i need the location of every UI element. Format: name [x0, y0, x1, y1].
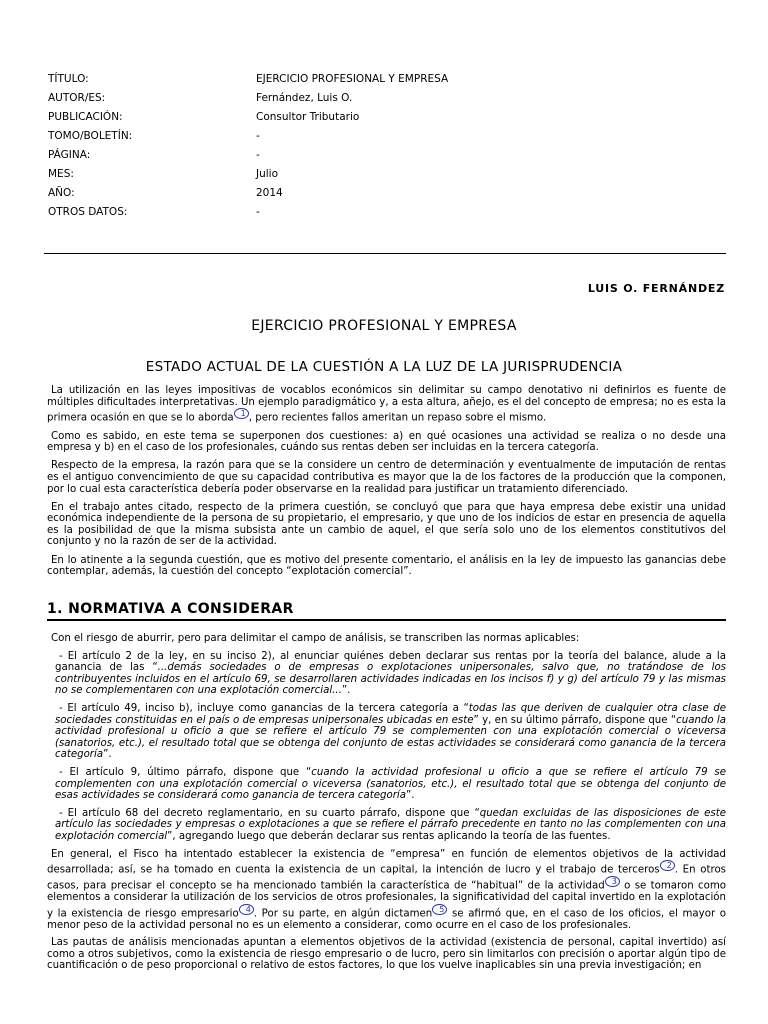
meta-value: -	[256, 130, 260, 142]
list-item	[47, 703, 726, 761]
section-heading: 1. NORMATIVA A CONSIDERAR	[47, 601, 726, 621]
meta-label: TÍTULO:	[48, 73, 89, 85]
item-text: - El artículo 2 de la ley, en su inciso 2), al enunciar quiénes deben declarar sus rentas por la teoría del balance, alude a la ganancia de las “	[55, 650, 726, 674]
paragraph-text: . En otros casos, para precisar el concepto se ha mencionado también la característica de “habitual” de la actividad	[47, 864, 726, 892]
divider	[44, 253, 726, 254]
paragraph: Las pautas de análisis mencionadas apuntan a elementos objetivos de la actividad (existencia de personal, capital invertido) así como a otros subjetivos, como la existencia de riesgo empresario o de lucro, pero sin limitarlos con precisión o aportar algún tipo de cuantificación o de peso proporcional o relativo de estos factores, lo que los vuelve inaplicables sin una previa investigación; en	[47, 937, 726, 972]
meta-value: Consultor Tributario	[256, 111, 360, 123]
item-text: ” y, en su último párrafo, dispone que “	[473, 714, 677, 726]
list-item	[47, 808, 726, 843]
item-text: - El artículo 49, inciso b), incluye como ganancias de la tercera categoría a “	[59, 702, 469, 714]
document-subtitle: ESTADO ACTUAL DE LA CUESTIÓN A LA LUZ DE LA JURISPRUDENCIA	[145, 359, 623, 375]
item-text: - El artículo 9, último párrafo, dispone que “	[59, 766, 312, 778]
meta-row-volume	[48, 127, 728, 146]
meta-value: -	[256, 206, 260, 218]
quote-text: ...demás sociedades o de empresas o explotaciones unipersonales, salvo que, no tratándose de los contribuyentes incluidos en el artículo 69, se desarrollaren actividades indicadas en los incisos f) y g) del artículo 79 y las mismas no se complementaren con una explotación comercial...	[55, 662, 726, 697]
paragraph: Como es sabido, en este tema se superponen dos cuestiones: a) en qué ocasiones una actividad se realiza o no desde una empresa y b) en el caso de los profesionales, cuándo sus rentas deben ser incluidas en la tercera categoría.	[47, 430, 726, 454]
paragraph	[47, 385, 726, 424]
paragraph-text: , pero recientes fallos ameritan un repaso sobre el mismo.	[248, 412, 547, 424]
meta-label: TOMO/BOLETÍN:	[48, 130, 133, 142]
meta-row-year	[48, 184, 728, 203]
author-name: LUIS O. FERNÁNDEZ	[587, 282, 725, 295]
quote-text: todas las que deriven de cualquier otra clase de sociedades constituidas en el país o de empresas unipersonales ubicadas en este	[55, 702, 727, 726]
meta-row-author	[48, 89, 728, 108]
item-text: ”.	[103, 749, 112, 761]
paragraph	[47, 849, 726, 932]
footnote-link-3[interactable]: 3	[605, 876, 620, 887]
footnote-link-4[interactable]: 4	[239, 904, 254, 915]
meta-value: -	[256, 149, 260, 161]
meta-row-month	[48, 165, 728, 184]
meta-value: 2014	[256, 187, 283, 199]
paragraph: En lo atinente a la segunda cuestión, que es motivo del presente comentario, el análisis en la ley de impuesto las ganancias debe contemplar, además, la cuestión del concepto “explotación comercial”.	[47, 554, 726, 578]
quote-text: cuando la actividad profesional u oficio a que se refiere el artículo 79 se complementen con una explotación comercial o viceversa (sanatorios, etc.), el resultado total que se obtenga del conjunto de estas actividades se considerará como ganancia de la tercera categoría	[55, 714, 727, 761]
meta-label: MES:	[48, 168, 74, 180]
metadata-table	[48, 70, 728, 222]
footnote-link-1[interactable]: 1	[234, 408, 249, 419]
section-lead: Con el riesgo de aburrir, pero para delimitar el campo de análisis, se transcriben las normas aplicables:	[51, 633, 580, 644]
item-text: ”.	[406, 790, 415, 802]
paragraph-text: La utilización en las leyes impositivas de vocablos económicos sin delimitar su campo denotativo ni definirlos es fuente de múltiples dificultades interpretativas. Un ejemplo paradigmático y, a esta altura, añejo, es el del concepto de empresa; no es esta la primera ocasión en que se lo aborda	[47, 385, 726, 424]
section-body	[47, 633, 726, 978]
item-text: - El artículo 68 del decreto reglamentario, en su cuarto párrafo, dispone que “	[59, 807, 480, 819]
footnote-link-2[interactable]: 2	[660, 860, 675, 871]
list-item	[47, 651, 726, 697]
paragraph: Respecto de la empresa, la razón para que se la considere un centro de determinación y eventualmente de imputación de rentas es el antiguo convencimiento de que su capacidad contributiva es mayor que la de los factores de la producción que la componen, por lo cual esta característica debería poder observarse en la realidad para justificar un tratamiento diferenciado.	[47, 460, 726, 495]
item-text: ”.	[341, 685, 351, 697]
quote-text: cuando la actividad profesional u oficio a que se refiere el artículo 79 se complementen con una explotación comercial o viceversa (sanatorios, etc.), el resultado total que se obtenga del conjunto de esas actividades se considerará como ganancia de tercera categoría	[55, 766, 727, 802]
meta-row-page	[48, 146, 728, 165]
paragraph-text: o se tomaron como elementos a considerar la utilización de los servicios de otros profesionales, la significatividad del capital invertido en la explotación y la existencia de riesgo empresario	[47, 880, 726, 920]
meta-label: AUTOR/ES:	[48, 92, 106, 104]
meta-row-publication	[48, 108, 728, 127]
paragraph-text: . Por su parte, en algún dictamen	[253, 908, 433, 920]
meta-value: Julio	[256, 168, 279, 180]
meta-label: AÑO:	[48, 187, 75, 199]
quote-text: quedan excluidas de las disposiciones de este artículo las sociedades y empresas o explotaciones a que se refiere el párrafo precedente en tanto no las complementen con una explotación comercial	[55, 807, 726, 842]
document-title: EJERCICIO PROFESIONAL Y EMPRESA	[251, 318, 517, 334]
meta-row-title	[48, 70, 728, 89]
intro-section	[47, 385, 726, 584]
meta-row-other	[48, 203, 728, 222]
list-item	[47, 767, 726, 802]
paragraph-text: En general, el Fisco ha intentado establecer la existencia de “empresa” en función de elementos objetivos de la actividad desarrollada; así, se ha tomado en cuenta la existencia de un capital, la intención de lucro y el trabajo de terceros	[47, 848, 726, 876]
meta-value: EJERCICIO PROFESIONAL Y EMPRESA	[256, 73, 449, 85]
meta-value: Fernández, Luis O.	[256, 92, 353, 104]
paragraph-text: se afirmó que, en el caso de los oficios, el mayor o menor peso de la actividad personal no es un elemento a considerar, como ocurre en el caso de los profesionales.	[47, 908, 727, 931]
meta-label: OTROS DATOS:	[48, 206, 128, 218]
item-text: ”, agregando luego que deberán declarar sus rentas aplicando la teoría de las fuentes.	[167, 830, 611, 842]
paragraph: En el trabajo antes citado, respecto de la primera cuestión, se concluyó que para que haya empresa debe existir una unidad económica independiente de la persona de su propietario, el empresario, y que uno de los indicios de estar en presencia de aquella es la posibilidad de que la misma subsista ante un cambio de aquel, el que sería solo uno de los elementos constitutivos del conjunto y no la razón de ser de la actividad.	[47, 501, 726, 548]
meta-label: PUBLICACIÓN:	[48, 111, 123, 123]
meta-label: PÁGINA:	[48, 149, 91, 161]
footnote-link-5[interactable]: 5	[432, 904, 447, 915]
